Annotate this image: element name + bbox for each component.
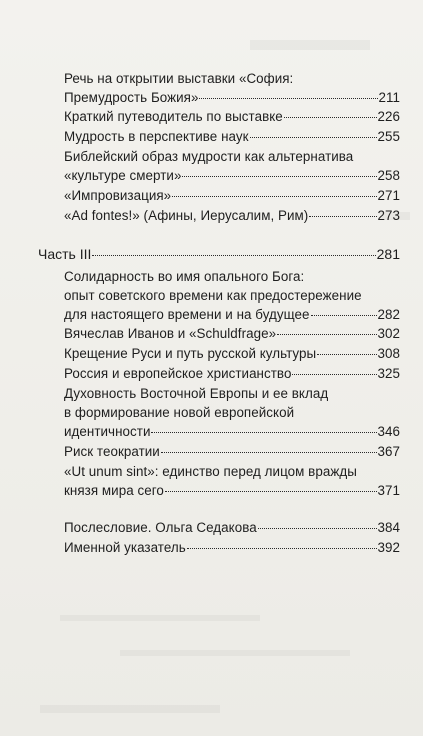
toc-entry-text: для настоящего времени и на будущее	[64, 307, 310, 322]
toc-entry	[64, 384, 400, 441]
page-number: 258	[377, 168, 400, 183]
page-number: 371	[377, 483, 400, 498]
show-through-texture	[250, 40, 370, 50]
toc-entry-text: Россия и европейское христианство	[64, 366, 292, 381]
toc-entry-text: Крещение Руси и путь русской культуры	[64, 346, 317, 361]
toc-entry	[64, 538, 400, 557]
toc-entry-line	[64, 422, 400, 441]
toc-entry-text: Духовность Восточной Европы и ее вклад	[64, 386, 329, 401]
page-number: 325	[377, 366, 400, 381]
page-number: 392	[377, 540, 400, 555]
toc-entry	[64, 127, 400, 146]
toc-entry-text: «Ut unum sint»: единство перед лицом вражды	[64, 464, 357, 479]
show-through-texture	[40, 705, 220, 713]
page-number: 384	[377, 520, 400, 535]
part-label: Часть III	[38, 246, 92, 262]
page-number: 281	[376, 246, 400, 262]
page-number: 302	[377, 326, 400, 341]
toc-entry-line	[64, 384, 400, 403]
page-number: 282	[377, 307, 400, 322]
toc-entry	[64, 344, 400, 363]
toc-entry	[64, 518, 400, 537]
show-through-texture	[60, 615, 260, 621]
toc-entry	[64, 364, 400, 383]
toc-entry-line	[64, 403, 400, 422]
page-number: 367	[377, 444, 400, 459]
dot-leader	[151, 432, 376, 433]
toc-entry-line	[64, 518, 400, 537]
toc-entry	[64, 206, 400, 225]
show-through-texture	[120, 650, 350, 656]
page-number: 255	[377, 129, 400, 144]
toc-entry	[64, 69, 400, 107]
toc-entry-line	[38, 245, 400, 264]
dot-leader	[182, 176, 376, 177]
dot-leader	[250, 137, 377, 138]
dot-leader	[311, 315, 377, 316]
toc-entry-line	[64, 206, 400, 225]
toc-entry-line	[64, 147, 400, 166]
page-number: 226	[377, 109, 400, 124]
toc-entry-line	[64, 107, 400, 126]
toc-entry-text: Именной указатель	[64, 540, 186, 555]
toc-entry-line	[64, 462, 400, 481]
dot-leader	[172, 196, 376, 197]
toc-entry	[64, 107, 400, 126]
toc-entry-text: в формирование новой европейской	[64, 405, 295, 420]
toc-entry-line	[64, 69, 400, 88]
toc-entry-line	[64, 324, 400, 343]
page-number: 308	[377, 346, 400, 361]
page-number: 211	[378, 90, 400, 105]
toc-entry-line	[64, 364, 400, 383]
dot-leader	[292, 374, 376, 375]
toc-entry	[64, 186, 400, 205]
dot-leader	[309, 216, 376, 217]
dot-leader	[161, 452, 377, 453]
toc-entry-text: Краткий путеводитель по выставке	[64, 109, 283, 124]
toc-entry	[64, 442, 400, 461]
dot-leader	[92, 255, 375, 256]
toc-entry-text: Вячеслав Иванов и «Schuldfrage»	[64, 326, 277, 341]
toc-entry-text: Послесловие. Ольга Седакова	[64, 520, 257, 535]
dot-leader	[187, 548, 377, 549]
toc-entry	[64, 267, 400, 324]
toc-entry-text: «Импровизация»	[64, 188, 172, 203]
dot-leader	[165, 491, 377, 492]
toc-entry-text: Речь на открытии выставки «София:	[64, 71, 294, 86]
toc-entry-text: Солидарность во имя опального Бога:	[64, 269, 305, 284]
toc-entry-text: опыт советского времени как предостережение	[64, 288, 362, 303]
toc-entry-text: князя мира сего	[64, 483, 164, 498]
toc-entry-line	[64, 267, 400, 286]
toc-entry-last-line	[64, 88, 400, 107]
dot-leader	[277, 334, 376, 335]
dot-leader	[258, 528, 377, 529]
toc-entry-text: Премудрость Божия»	[64, 90, 199, 105]
toc-entry	[64, 147, 400, 185]
toc-entry-text: Мудрость в перспективе наук	[64, 129, 249, 144]
dot-leader	[317, 354, 376, 355]
toc-entry	[64, 462, 400, 500]
toc-entry-text: Библейский образ мудрости как альтернатива	[64, 149, 354, 164]
toc-entry-line	[64, 442, 400, 461]
page-number: 273	[377, 208, 400, 223]
toc-entry-line	[64, 538, 400, 557]
toc-entry-line	[64, 344, 400, 363]
toc-entry-line	[64, 166, 400, 185]
dot-leader	[199, 98, 377, 99]
toc-entry	[64, 324, 400, 343]
part-heading	[38, 245, 400, 264]
toc-entry-text: идентичности	[64, 424, 151, 439]
toc-entry-line	[64, 286, 400, 305]
toc-entry-line	[64, 186, 400, 205]
toc-entry-line	[64, 127, 400, 146]
toc-entry-text: «Ad fontes!» (Афины, Иерусалим, Рим)	[64, 208, 309, 223]
page-number: 346	[377, 424, 400, 439]
toc-entry-text: «культуре смерти»	[64, 168, 182, 183]
toc-entry-line	[64, 481, 400, 500]
dot-leader	[284, 117, 377, 118]
toc-entry-line	[64, 305, 400, 324]
page-number: 271	[377, 188, 400, 203]
toc-entry-text: Риск теократии	[64, 444, 160, 459]
